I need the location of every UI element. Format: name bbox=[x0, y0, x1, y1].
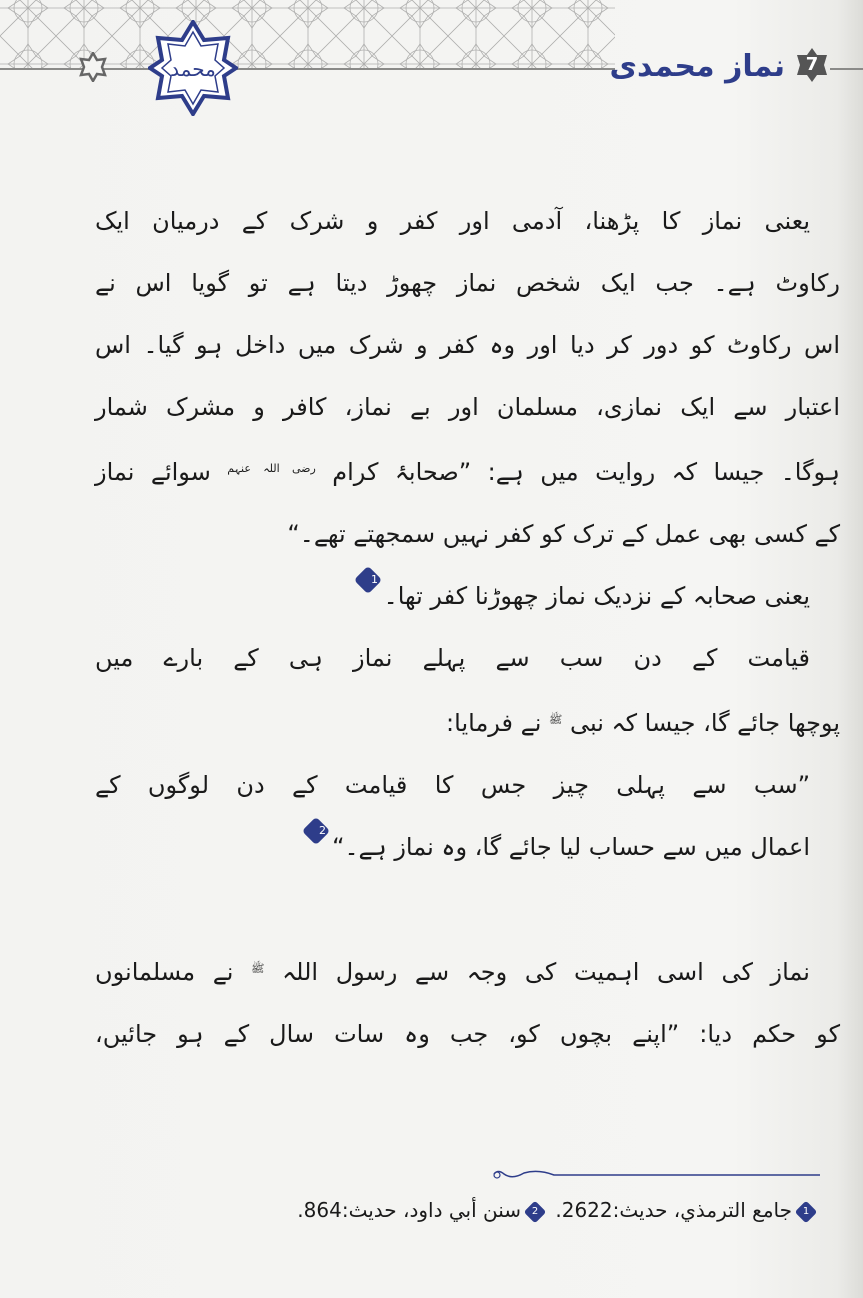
footnote-1: جامع الترمذي، حديث:2622. bbox=[555, 1198, 792, 1222]
page-number-badge bbox=[795, 48, 829, 82]
header-rule-right bbox=[830, 68, 863, 70]
star-ornament-icon bbox=[78, 52, 108, 82]
body-line-1: یعنی نماز کا پڑھنا، آدمی اور کفر و شرک کے درمیان ایک bbox=[95, 207, 810, 235]
honorific-salla: ﷺ bbox=[549, 713, 563, 726]
body-line-10: ”سب سے پہلی چیز جس کا قیامت کے دن لوگوں کے bbox=[95, 771, 810, 799]
body-line-4: اعتبار سے ایک نمازی، مسلمان اور بے نماز، کافر و مشرک شمار bbox=[95, 393, 840, 421]
body-line-11-text: اعمال میں سے حساب لیا جائے گا، وہ نماز ہے۔“ bbox=[332, 833, 810, 861]
honorific-radi-allah-anhum: رضی اللہ عنہم bbox=[227, 462, 316, 475]
body-text bbox=[95, 190, 840, 1065]
page-number: 7 bbox=[805, 54, 819, 75]
footnote-marker-1[interactable]: 1 bbox=[353, 566, 381, 594]
book-title: نماز محمدی bbox=[609, 49, 785, 84]
footnote-1-marker: 1 bbox=[795, 1200, 818, 1223]
body-line-9-end: نے فرمایا: bbox=[446, 709, 542, 737]
body-line-9 bbox=[95, 689, 840, 754]
body-line-3: اس رکاوٹ کو دور کر دیا اور وہ کفر و شرک میں داخل ہو گیا۔ اس bbox=[95, 331, 840, 359]
footnote-2-marker: 2 bbox=[524, 1200, 547, 1223]
body-line-12-text: نماز کی اسی اہمیت کی وجہ سے رسول اللہ bbox=[282, 958, 810, 986]
body-line-5-text: ہوگا۔ جیسا کہ روایت میں ہے: ”صحابۂ کرام bbox=[332, 458, 840, 486]
body-line-5-end: سوائے نماز bbox=[95, 458, 211, 486]
body-line-9-text: پوچھا جائے گا، جیسا کہ نبی bbox=[569, 709, 840, 737]
body-line-5 bbox=[95, 438, 840, 503]
body-line-8: قیامت کے دن سب سے پہلے نماز ہی کے بارے میں bbox=[95, 644, 810, 672]
body-line-12-end: نے مسلمانوں bbox=[95, 958, 234, 986]
footnotes bbox=[95, 1192, 820, 1228]
body-line-13: کو حکم دیا: ”اپنے بچوں کو، جب وہ سات سال کے ہو جائیں، bbox=[95, 1020, 840, 1048]
body-line-11 bbox=[95, 816, 840, 878]
body-line-2: رکاوٹ ہے۔ جب ایک شخص نماز چھوڑ دیتا ہے تو گویا اس نے bbox=[95, 269, 840, 297]
emblem-calligraphy: محمد bbox=[170, 57, 216, 81]
footnote-marker-2[interactable]: 2 bbox=[302, 817, 330, 845]
footnote-separator bbox=[490, 1168, 820, 1182]
muhammad-emblem bbox=[148, 20, 238, 116]
body-line-12 bbox=[95, 938, 840, 1003]
body-line-6: کے کسی بھی عمل کے ترک کو کفر نہیں سمجھتے تھے۔“ bbox=[287, 520, 840, 548]
honorific-salla-2: ﷺ bbox=[251, 962, 265, 975]
footnote-2: سنن أبي داود، حديث:864. bbox=[297, 1198, 521, 1222]
body-line-7-text: یعنی صحابہ کے نزدیک نماز چھوڑنا کفر تھا۔ bbox=[383, 582, 810, 610]
body-line-7 bbox=[95, 565, 840, 627]
